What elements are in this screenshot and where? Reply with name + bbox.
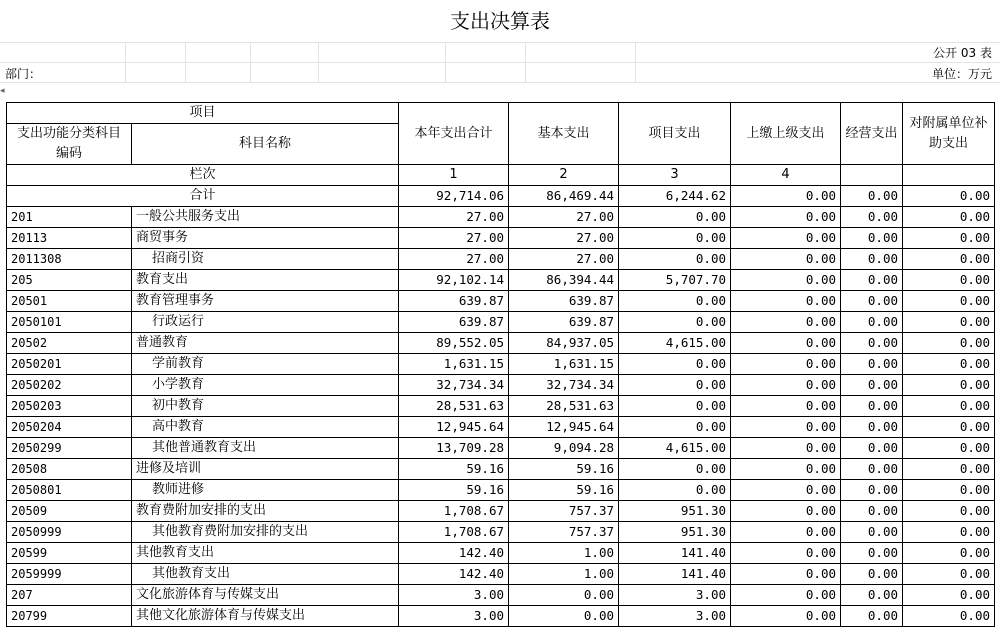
project-expense-cell: 0.00	[619, 459, 731, 480]
total-expense-cell: 92,102.14	[399, 270, 509, 291]
project-expense-cell: 0.00	[619, 207, 731, 228]
basic-expense-cell: 757.37	[509, 522, 619, 543]
upper-remit-cell: 0.00	[731, 606, 841, 627]
project-expense-cell: 951.30	[619, 522, 731, 543]
basic-expense-cell: 86,394.44	[509, 270, 619, 291]
total-expense-cell: 142.40	[399, 564, 509, 585]
upper-remit-cell: 0.00	[731, 375, 841, 396]
business-expense-cell: 0.00	[841, 459, 903, 480]
business-expense-cell: 0.00	[841, 543, 903, 564]
business-expense-cell: 0.00	[841, 207, 903, 228]
subsidy-expense-cell: 0.00	[903, 333, 995, 354]
column-number	[903, 165, 995, 186]
account-name-cell: 教师进修	[132, 480, 399, 501]
account-name-cell: 普通教育	[132, 333, 399, 354]
project-expense-cell: 0.00	[619, 228, 731, 249]
basic-expense-cell: 1.00	[509, 543, 619, 564]
account-name-cell: 商贸事务	[132, 228, 399, 249]
total-expense-cell: 1,708.67	[399, 501, 509, 522]
account-name-cell: 初中教育	[132, 396, 399, 417]
table-row	[7, 396, 995, 417]
subsidy-expense-cell: 0.00	[903, 312, 995, 333]
column-number: 3	[619, 165, 731, 186]
business-expense-cell: 0.00	[841, 375, 903, 396]
table-row	[7, 564, 995, 585]
table-code: 公开 03 表	[933, 46, 992, 60]
account-name-cell: 学前教育	[132, 354, 399, 375]
basic-expense-cell: 59.16	[509, 459, 619, 480]
upper-remit-cell: 0.00	[731, 480, 841, 501]
table-row	[7, 543, 995, 564]
total-expense-cell: 13,709.28	[399, 438, 509, 459]
business-expense-cell: 0.00	[841, 585, 903, 606]
subsidy-expense-cell: 0.00	[903, 249, 995, 270]
business-expense-cell: 0.00	[841, 396, 903, 417]
total-expense-cell: 3.00	[399, 606, 509, 627]
table-row	[7, 291, 995, 312]
row-marker: ◂	[0, 86, 5, 96]
account-code-cell: 2050801	[7, 480, 132, 501]
basic-expense-cell: 9,094.28	[509, 438, 619, 459]
business-expense-cell: 0.00	[841, 606, 903, 627]
table-row	[7, 228, 995, 249]
subsidy-expense-cell: 0.00	[903, 480, 995, 501]
header-code: 支出功能分类科目编码	[7, 124, 132, 165]
account-code-cell: 20799	[7, 606, 132, 627]
total-expense-cell: 27.00	[399, 249, 509, 270]
business-expense-cell: 0.00	[841, 480, 903, 501]
basic-expense-cell: 84,937.05	[509, 333, 619, 354]
subsidy-expense-cell: 0.00	[903, 522, 995, 543]
table-row	[7, 459, 995, 480]
total-expense-cell: 89,552.05	[399, 333, 509, 354]
project-expense-cell: 0.00	[619, 312, 731, 333]
account-name-cell: 其他普通教育支出	[132, 438, 399, 459]
table-row	[7, 585, 995, 606]
subsidy-expense-cell: 0.00	[903, 396, 995, 417]
project-expense-cell: 4,615.00	[619, 333, 731, 354]
project-expense-cell: 141.40	[619, 564, 731, 585]
table-code-row	[0, 43, 1000, 63]
account-code-cell: 2059999	[7, 564, 132, 585]
basic-expense-cell: 0.00	[509, 585, 619, 606]
business-expense-cell: 0.00	[841, 417, 903, 438]
project-expense-cell: 3.00	[619, 585, 731, 606]
account-code-cell: 2050203	[7, 396, 132, 417]
project-expense-cell: 141.40	[619, 543, 731, 564]
account-name-cell: 教育费附加安排的支出	[132, 501, 399, 522]
table-row	[7, 312, 995, 333]
table-row	[7, 375, 995, 396]
project-expense-cell: 0.00	[619, 417, 731, 438]
subsidy-expense-cell: 0.00	[903, 228, 995, 249]
account-name-cell: 其他文化旅游体育与传媒支出	[132, 606, 399, 627]
subsidy-expense-cell: 0.00	[903, 417, 995, 438]
upper-remit-cell: 0.00	[731, 270, 841, 291]
account-code-cell: 2050999	[7, 522, 132, 543]
column-number: 1	[399, 165, 509, 186]
project-expense-cell: 0.00	[619, 480, 731, 501]
upper-remit-cell: 0.00	[731, 291, 841, 312]
account-code-cell: 2050101	[7, 312, 132, 333]
subsidy-expense-cell: 0.00	[903, 375, 995, 396]
subsidy-expense-cell: 0.00	[903, 438, 995, 459]
business-expense-cell: 0.00	[841, 522, 903, 543]
header-subsidy: 对附属单位补助支出	[903, 103, 995, 165]
account-name-cell: 教育管理事务	[132, 291, 399, 312]
account-name-cell: 其他教育支出	[132, 564, 399, 585]
basic-expense-cell: 12,945.64	[509, 417, 619, 438]
basic-expense-cell: 1.00	[509, 564, 619, 585]
account-name-cell: 行政运行	[132, 312, 399, 333]
account-code-cell: 2011308	[7, 249, 132, 270]
table-row	[7, 333, 995, 354]
total-expense-cell: 27.00	[399, 207, 509, 228]
table-row	[7, 501, 995, 522]
project-expense-cell: 0.00	[619, 291, 731, 312]
business-expense-cell: 0.00	[841, 270, 903, 291]
upper-remit-cell: 0.00	[731, 459, 841, 480]
business-expense-cell: 0.00	[841, 333, 903, 354]
column-number-label: 栏次	[7, 165, 399, 186]
column-number: 2	[509, 165, 619, 186]
column-number: 4	[731, 165, 841, 186]
total-expense-cell: 639.87	[399, 291, 509, 312]
business-expense-cell: 0.00	[841, 564, 903, 585]
account-name-cell: 一般公共服务支出	[132, 207, 399, 228]
basic-expense-cell: 27.00	[509, 228, 619, 249]
account-code-cell: 2050299	[7, 438, 132, 459]
basic-expense-cell: 59.16	[509, 480, 619, 501]
basic-expense-cell: 639.87	[509, 312, 619, 333]
project-expense-cell: 4,615.00	[619, 438, 731, 459]
account-code-cell: 201	[7, 207, 132, 228]
account-code-cell: 2050201	[7, 354, 132, 375]
total-value: 0.00	[731, 186, 841, 207]
account-name-cell: 文化旅游体育与传媒支出	[132, 585, 399, 606]
total-expense-cell: 28,531.63	[399, 396, 509, 417]
subsidy-expense-cell: 0.00	[903, 543, 995, 564]
table-row	[7, 606, 995, 627]
upper-remit-cell: 0.00	[731, 207, 841, 228]
account-code-cell: 205	[7, 270, 132, 291]
table-row	[7, 417, 995, 438]
total-expense-cell: 1,708.67	[399, 522, 509, 543]
subsidy-expense-cell: 0.00	[903, 459, 995, 480]
account-name-cell: 小学教育	[132, 375, 399, 396]
project-expense-cell: 0.00	[619, 396, 731, 417]
table-row	[7, 438, 995, 459]
subsidy-expense-cell: 0.00	[903, 564, 995, 585]
upper-remit-cell: 0.00	[731, 543, 841, 564]
basic-expense-cell: 639.87	[509, 291, 619, 312]
account-name-cell: 招商引资	[132, 249, 399, 270]
page-title: 支出决算表	[0, 0, 1000, 43]
account-name-cell: 高中教育	[132, 417, 399, 438]
total-expense-cell: 27.00	[399, 228, 509, 249]
business-expense-cell: 0.00	[841, 228, 903, 249]
header-name: 科目名称	[132, 124, 399, 165]
header-project: 项目	[7, 103, 399, 124]
subsidy-expense-cell: 0.00	[903, 585, 995, 606]
project-expense-cell: 951.30	[619, 501, 731, 522]
header-basic: 基本支出	[509, 103, 619, 165]
account-code-cell: 20501	[7, 291, 132, 312]
business-expense-cell: 0.00	[841, 291, 903, 312]
upper-remit-cell: 0.00	[731, 522, 841, 543]
basic-expense-cell: 27.00	[509, 249, 619, 270]
account-name-cell: 进修及培训	[132, 459, 399, 480]
column-number	[841, 165, 903, 186]
subsidy-expense-cell: 0.00	[903, 291, 995, 312]
table-row	[7, 270, 995, 291]
total-expense-cell: 639.87	[399, 312, 509, 333]
account-code-cell: 20508	[7, 459, 132, 480]
basic-expense-cell: 0.00	[509, 606, 619, 627]
total-row	[7, 186, 995, 207]
total-value: 0.00	[903, 186, 995, 207]
subsidy-expense-cell: 0.00	[903, 606, 995, 627]
total-expense-cell: 3.00	[399, 585, 509, 606]
table-row	[7, 522, 995, 543]
total-value: 92,714.06	[399, 186, 509, 207]
account-name-cell: 其他教育支出	[132, 543, 399, 564]
total-expense-cell: 32,734.34	[399, 375, 509, 396]
upper-remit-cell: 0.00	[731, 312, 841, 333]
upper-remit-cell: 0.00	[731, 564, 841, 585]
table-row	[7, 480, 995, 501]
subsidy-expense-cell: 0.00	[903, 354, 995, 375]
department-label: 部门：	[5, 67, 42, 81]
total-label: 合计	[7, 186, 399, 207]
upper-remit-cell: 0.00	[731, 396, 841, 417]
total-value: 6,244.62	[619, 186, 731, 207]
basic-expense-cell: 1,631.15	[509, 354, 619, 375]
total-value: 0.00	[841, 186, 903, 207]
account-code-cell: 2050204	[7, 417, 132, 438]
business-expense-cell: 0.00	[841, 312, 903, 333]
table-row	[7, 354, 995, 375]
subsidy-expense-cell: 0.00	[903, 501, 995, 522]
header-business: 经营支出	[841, 103, 903, 165]
account-code-cell: 20502	[7, 333, 132, 354]
header-total: 本年支出合计	[399, 103, 509, 165]
account-name-cell: 教育支出	[132, 270, 399, 291]
basic-expense-cell: 32,734.34	[509, 375, 619, 396]
total-expense-cell: 12,945.64	[399, 417, 509, 438]
total-expense-cell: 59.16	[399, 459, 509, 480]
business-expense-cell: 0.00	[841, 438, 903, 459]
upper-remit-cell: 0.00	[731, 354, 841, 375]
upper-remit-cell: 0.00	[731, 417, 841, 438]
subsidy-expense-cell: 0.00	[903, 270, 995, 291]
account-name-cell: 其他教育费附加安排的支出	[132, 522, 399, 543]
basic-expense-cell: 27.00	[509, 207, 619, 228]
project-expense-cell: 0.00	[619, 375, 731, 396]
table-row	[7, 249, 995, 270]
upper-remit-cell: 0.00	[731, 228, 841, 249]
total-value: 86,469.44	[509, 186, 619, 207]
project-expense-cell: 5,707.70	[619, 270, 731, 291]
account-code-cell: 2050202	[7, 375, 132, 396]
table-row	[7, 207, 995, 228]
basic-expense-cell: 757.37	[509, 501, 619, 522]
project-expense-cell: 3.00	[619, 606, 731, 627]
total-expense-cell: 59.16	[399, 480, 509, 501]
project-expense-cell: 0.00	[619, 249, 731, 270]
upper-remit-cell: 0.00	[731, 333, 841, 354]
header-project-expense: 项目支出	[619, 103, 731, 165]
header-upper: 上缴上级支出	[731, 103, 841, 165]
upper-remit-cell: 0.00	[731, 501, 841, 522]
column-number-row	[7, 165, 995, 186]
business-expense-cell: 0.00	[841, 354, 903, 375]
basic-expense-cell: 28,531.63	[509, 396, 619, 417]
header-row-1	[7, 103, 995, 124]
total-expense-cell: 142.40	[399, 543, 509, 564]
upper-remit-cell: 0.00	[731, 585, 841, 606]
expenditure-table	[6, 102, 995, 627]
business-expense-cell: 0.00	[841, 501, 903, 522]
total-expense-cell: 1,631.15	[399, 354, 509, 375]
business-expense-cell: 0.00	[841, 249, 903, 270]
upper-remit-cell: 0.00	[731, 438, 841, 459]
department-row	[0, 63, 1000, 83]
subsidy-expense-cell: 0.00	[903, 207, 995, 228]
upper-remit-cell: 0.00	[731, 249, 841, 270]
account-code-cell: 20113	[7, 228, 132, 249]
project-expense-cell: 0.00	[619, 354, 731, 375]
unit-label: 单位：万元	[931, 67, 992, 81]
account-code-cell: 20599	[7, 543, 132, 564]
account-code-cell: 20509	[7, 501, 132, 522]
account-code-cell: 207	[7, 585, 132, 606]
